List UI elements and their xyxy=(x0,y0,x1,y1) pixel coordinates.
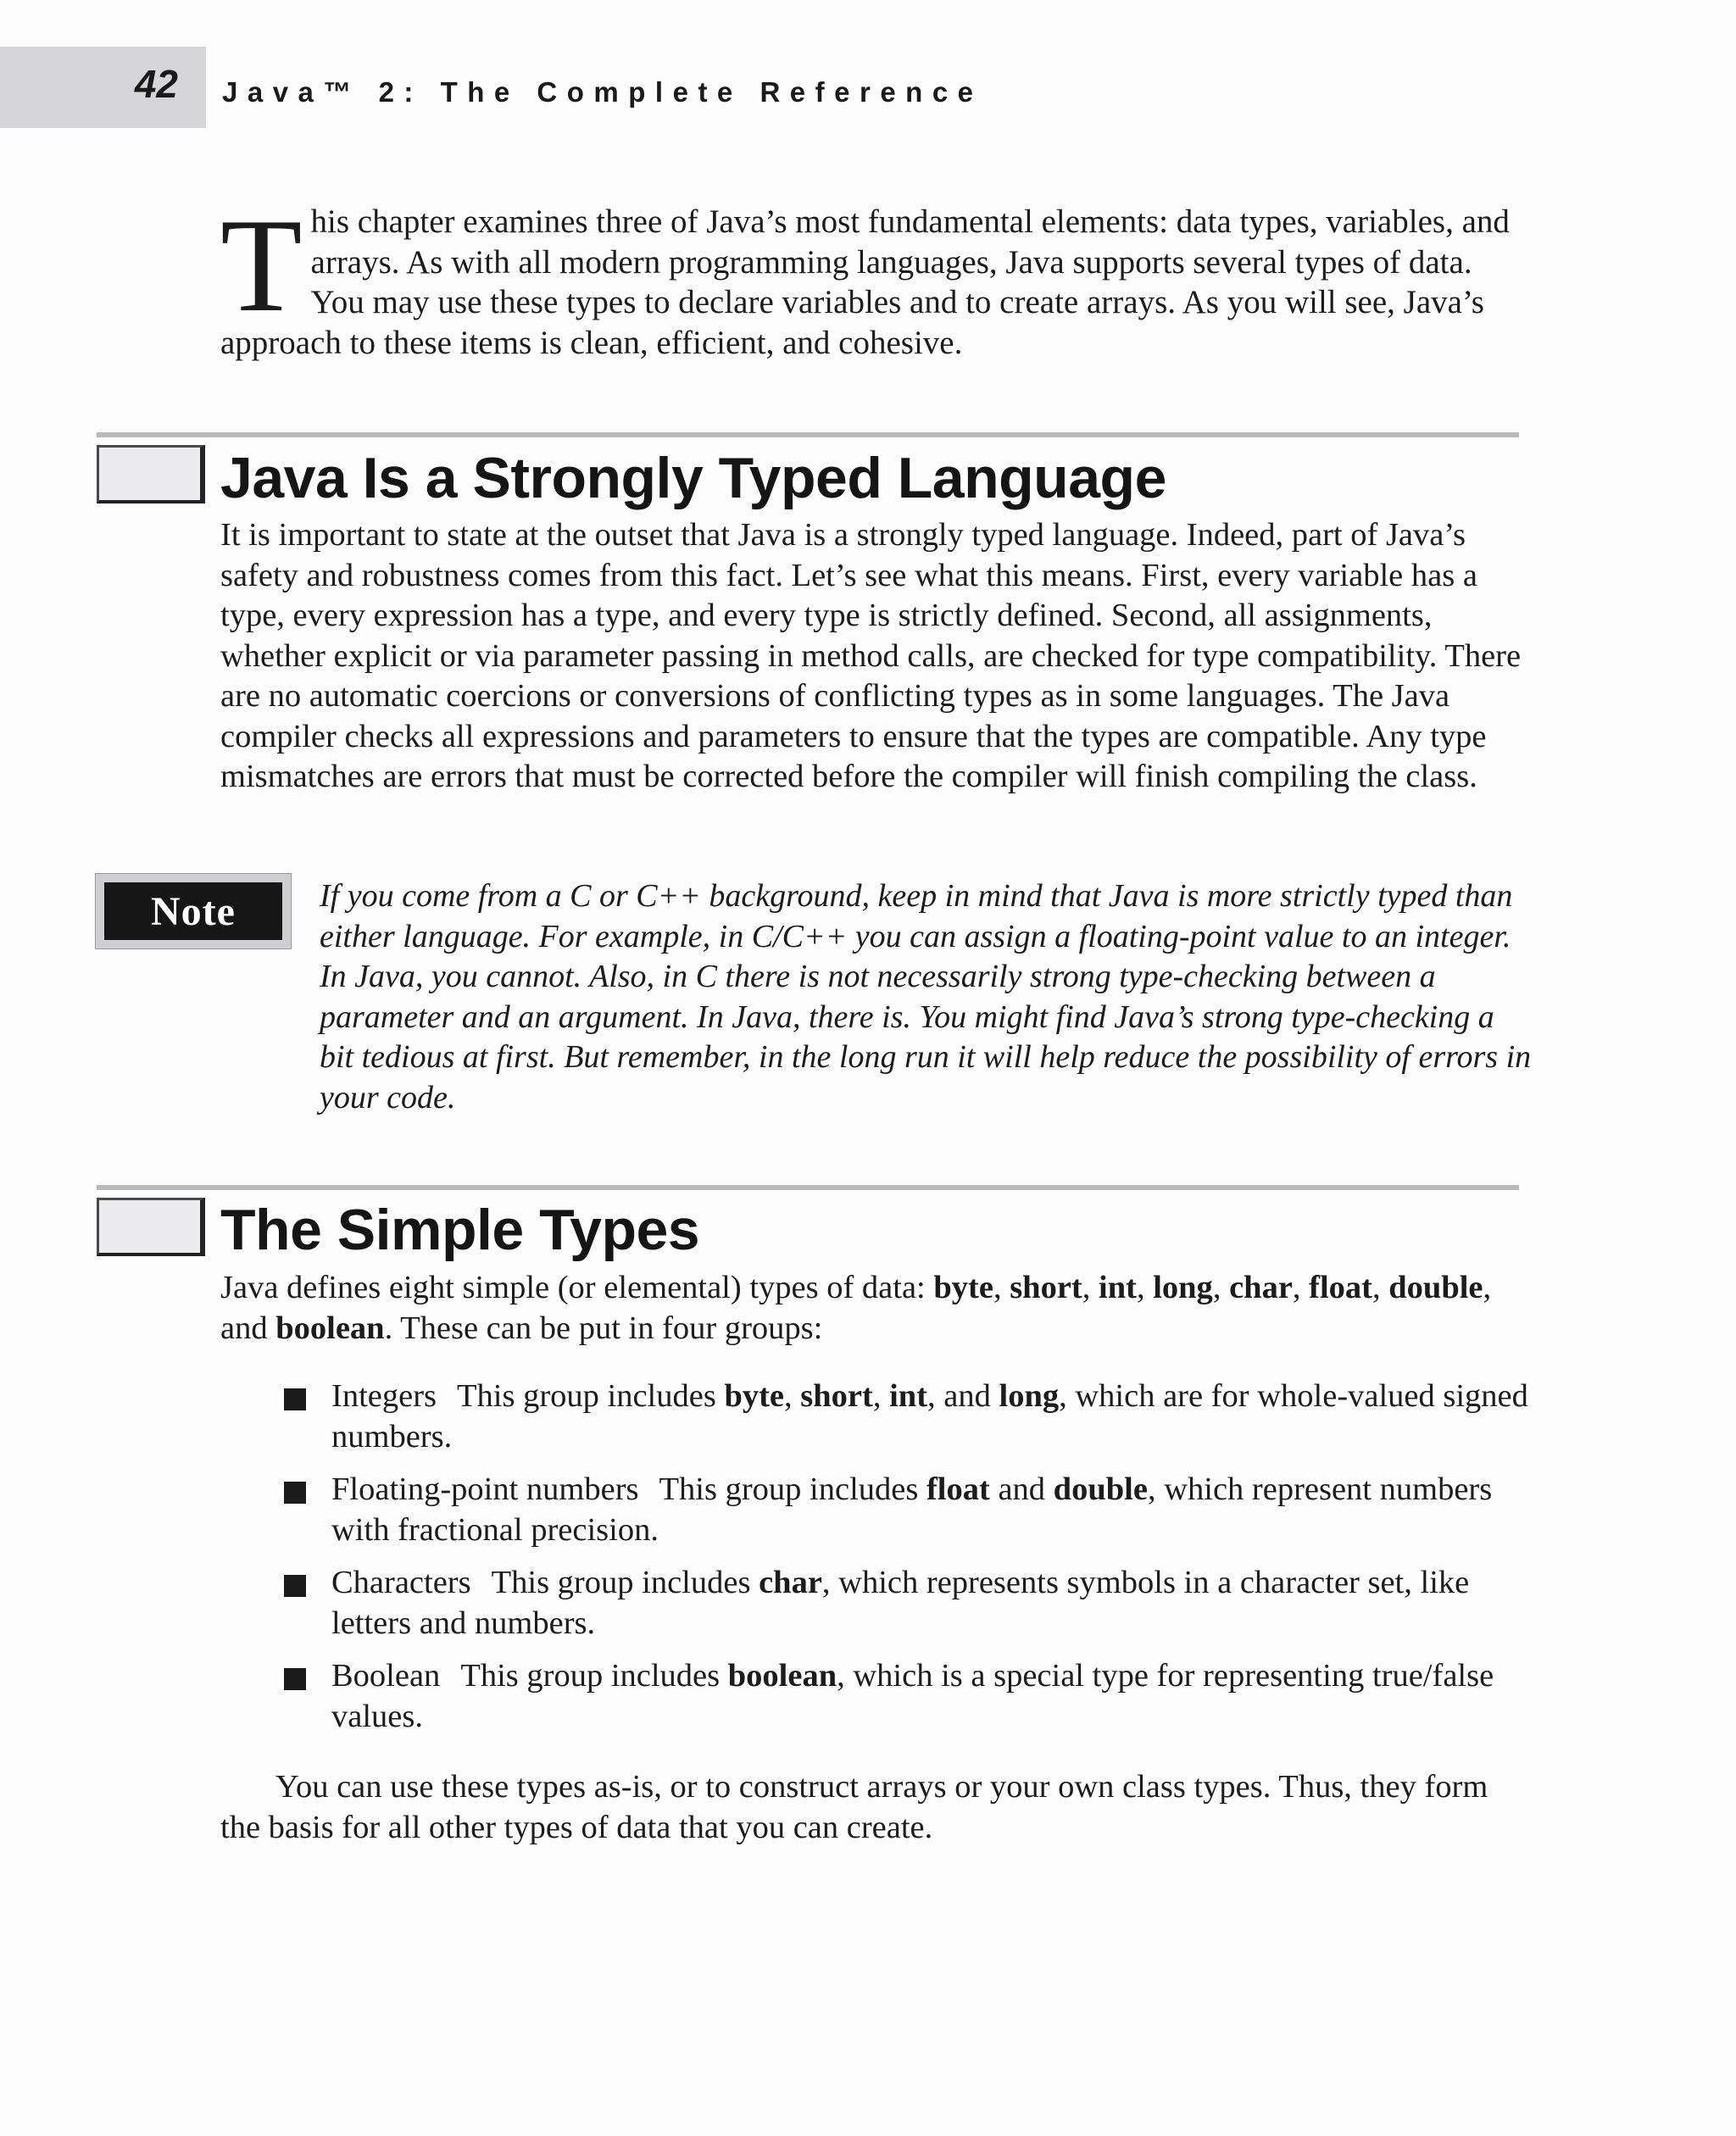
text-run: , which represent numbers with fractional precision. xyxy=(331,1471,1493,1548)
keyword: boolean xyxy=(727,1658,837,1694)
keyword: char xyxy=(1229,1270,1293,1305)
section-rule xyxy=(97,432,1519,437)
bullet-icon xyxy=(284,1575,306,1597)
simple-types-intro xyxy=(220,1268,1526,1349)
text-run: , xyxy=(1212,1270,1230,1305)
note-text: If you come from a C or C++ background, keep in mind that Java is more strictly typed than either language. For example, in C/C++ you can assign a floating-point value to an integer. In Java, you cannot. Also, in C there is not necessarily strong type-checking between a parameter and an argument. In Java, there is. You might find Java’s strong type-checking a bit tedious at first. But remember, in the long run it will help reduce the possibility of errors in your code. xyxy=(320,878,1532,1115)
keyword: short xyxy=(800,1378,873,1414)
item-term: Integers xyxy=(331,1378,437,1414)
text-run: , and xyxy=(220,1270,1492,1346)
item-term: Boolean xyxy=(331,1658,441,1694)
list-item xyxy=(284,1563,1530,1644)
section-rule xyxy=(97,1185,1519,1190)
note-badge xyxy=(95,873,292,949)
text-run: . These can be put in four groups: xyxy=(384,1310,823,1346)
intro-paragraph xyxy=(220,192,1526,363)
bullet-icon xyxy=(284,1388,306,1410)
text-run: , xyxy=(1082,1270,1099,1305)
list-item xyxy=(284,1656,1530,1737)
section-body: It is important to state at the outset that Java is a strongly typed language. Indeed, part of Java’s safety and robustness comes from this fact. Let’s see what this means. First, every variable has a type, every expression has a type, and every type is strictly defined. Second, all assignments, whether explicit or via parameter passing in method calls, are checked for type compatibility. There are no automatic coercions or conversions of conflicting types as in some languages. The Java compiler checks all expressions and parameters to ensure that the types are compatible. Any type mismatches are errors that must be corrected before the compiler will finish compiling the class. xyxy=(220,517,1522,794)
intro-text: his chapter examines three of Java’s most fundamental elements: data types, variables, and arrays. As with all modern programming languages, Java supports several types of data. You may use these types to declare variables and to create arrays. As you will see, Java’s approach to these items is clean, efficient, and cohesive. xyxy=(220,203,1510,361)
keyword: boolean xyxy=(275,1310,385,1346)
text-run: This group includes xyxy=(457,1378,725,1414)
item-term: Characters xyxy=(331,1565,471,1600)
types-list xyxy=(284,1377,1530,1749)
page-number: 42 xyxy=(134,62,178,106)
text-run: , xyxy=(993,1270,1010,1305)
text-run: , xyxy=(1136,1270,1154,1305)
text-run: This group includes xyxy=(659,1471,926,1507)
keyword: float xyxy=(1309,1270,1372,1305)
text-run: , and xyxy=(927,1378,999,1414)
drop-cap: T xyxy=(220,192,303,340)
note-label: Note xyxy=(104,882,282,940)
keyword: int xyxy=(889,1378,928,1414)
text-run: , which are for whole-valued signed numbers. xyxy=(331,1378,1528,1455)
section-marker xyxy=(97,1198,205,1256)
keyword: double xyxy=(1053,1471,1148,1507)
text-run: , which is a special type for representing true/false values. xyxy=(331,1658,1494,1734)
list-item xyxy=(284,1470,1530,1550)
text-run: , which represents symbols in a character set, like letters and numbers. xyxy=(331,1565,1470,1641)
running-head: Java™ 2: The Complete Reference xyxy=(222,76,983,108)
section-heading: The Simple Types xyxy=(220,1198,700,1262)
text-run: Java defines eight simple (or elemental) types of data: xyxy=(220,1270,934,1305)
bullet-icon xyxy=(284,1668,306,1690)
text-run: and xyxy=(989,1471,1054,1507)
item-term: Floating-point numbers xyxy=(331,1471,639,1507)
keyword: long xyxy=(999,1378,1060,1414)
list-item xyxy=(284,1377,1530,1457)
text-run: , xyxy=(784,1378,801,1414)
keyword: double xyxy=(1388,1270,1483,1305)
section-marker xyxy=(97,445,205,503)
keyword: int xyxy=(1099,1270,1137,1305)
keyword: long xyxy=(1153,1270,1213,1305)
section-heading: Java Is a Strongly Typed Language xyxy=(220,446,1166,510)
keyword: byte xyxy=(724,1378,785,1414)
text-run: , xyxy=(872,1378,890,1414)
text-run: , xyxy=(1372,1270,1389,1305)
keyword: float xyxy=(926,1471,990,1507)
closing-paragraph: You can use these types as-is, or to construct arrays or your own class types. Thus, they form the basis for all other types of data that you can create. xyxy=(220,1769,1488,1845)
text-run: This group includes xyxy=(491,1565,760,1600)
text-run: This group includes xyxy=(460,1658,728,1694)
keyword: char xyxy=(759,1565,822,1600)
bullet-icon xyxy=(284,1482,306,1504)
text-run: , xyxy=(1292,1270,1310,1305)
keyword: byte xyxy=(933,1270,993,1305)
keyword: short xyxy=(1010,1270,1082,1305)
